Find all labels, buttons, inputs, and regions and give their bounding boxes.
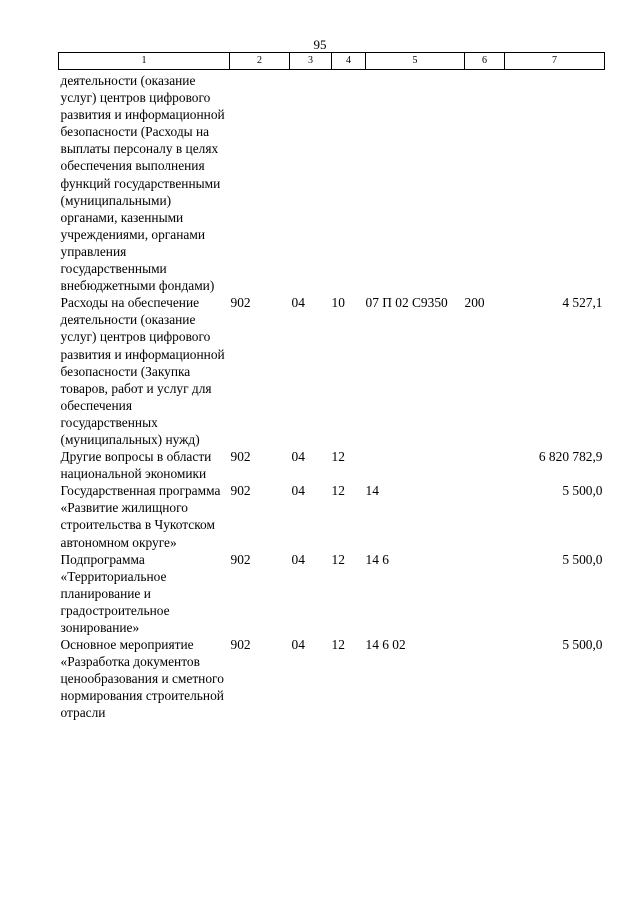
amount: 6 820 782,9 [538,449,603,465]
ministry-code: 902 [230,483,251,499]
table-row [59,551,605,636]
subsection-code: 12 [331,483,345,499]
amount: 4 527,1 [562,295,603,311]
ministry-code: 902 [230,551,251,567]
expense-type-code [465,70,505,295]
target-code [366,448,465,482]
target-code: 14 [365,483,379,499]
table-row [59,482,605,550]
row-name: Подпрограмма «Территориальное планирование и градостроительное зонирование» [60,551,170,635]
column-header: 5 [366,53,465,70]
expense-type-code [465,636,505,721]
column-header: 7 [505,53,605,70]
section-code: 04 [291,483,305,499]
section-code: 04 [291,551,305,567]
row-name: Другие вопросы в области национальной экономики [60,449,212,482]
section-code: 04 [291,637,305,653]
table-header-row [59,53,605,70]
column-header: 2 [230,53,290,70]
table-row [59,636,605,721]
subsection-code: 12 [331,637,345,653]
column-header: 4 [332,53,366,70]
target-code: 14 6 [365,551,389,567]
subsection-code: 10 [331,295,345,311]
row-name: Расходы на обеспечение деятельности (оказание услуг) центров цифрового развития и информационной безопасности (Закупка товаров, работ и услуг для обеспечения государственных (муниципальных) нужд) [60,295,225,447]
column-header: 3 [290,53,332,70]
amount: 5 500,0 [562,637,603,653]
expense-type-code [465,551,505,636]
ministry-code: 902 [230,295,251,311]
section-code: 04 [291,295,305,311]
expense-type-code [465,448,505,482]
subsection-code: 12 [331,449,345,465]
amount: 5 500,0 [562,483,603,499]
target-code: 14 6 02 [365,637,406,653]
table-row [59,70,605,295]
column-header: 6 [465,53,505,70]
table-row [59,294,605,448]
amount: 5 500,0 [562,551,603,567]
target-code [366,70,465,295]
row-name: Государственная программа «Развитие жилищного строительства в Чукотском автономном округе» [60,483,221,550]
budget-table [58,52,605,722]
column-header: 1 [59,53,230,70]
page-number: 95 [313,37,327,52]
row-name: Основное мероприятие «Разработка документов ценообразования и сметного нормирования строительной отрасли [60,637,224,721]
expense-type-code: 200 [464,295,485,311]
target-code: 07 П 02 С9350 [365,295,448,311]
ministry-code: 902 [230,449,251,465]
subsection-code: 12 [331,551,345,567]
expense-type-code [465,482,505,550]
ministry-code: 902 [230,637,251,653]
amount [505,70,605,295]
section-code: 04 [291,449,305,465]
row-name: деятельности (оказание услуг) центров цифрового развития и информационной безопасности (Расходы на выплаты персоналу в целях обеспечения выполнения функций государственными (муниципальными) органами, казенными учреждениями, органами управления государственными внебюджетными фондами) [60,73,225,294]
table-row [59,448,605,482]
